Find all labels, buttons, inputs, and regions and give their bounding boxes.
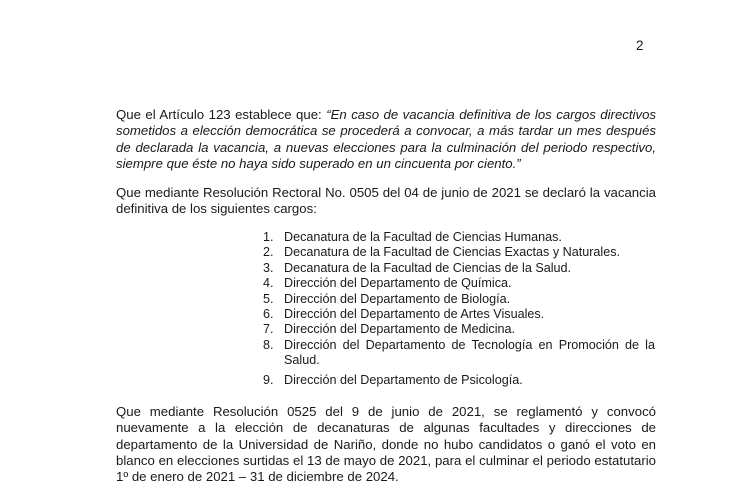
list-item xyxy=(263,261,655,276)
list-item-text: Decanatura de la Facultad de Ciencias Exactas y Naturales. xyxy=(284,245,621,260)
list-item-number: 5. xyxy=(263,291,274,306)
paragraph-articulo-123 xyxy=(116,107,656,172)
paragraph-resolucion-0525: Que mediante Resolución 0525 del 9 de junio de 2021, se reglamentó y convocó nuevamente a la elección de decanaturas de algunas facultades y direcciones de departamento de la Universidad de Nariño, donde no hubo candidatos o ganó el voto en blanco en elecciones surtidas el 13 de mayo de 2021, para el culminar el periodo estatutario 1º de enero de 2021 – 31 de diciembre de 2024. xyxy=(116,404,656,485)
page-number: 2 xyxy=(636,38,644,53)
list-item-number: 8. xyxy=(263,337,274,352)
list-item xyxy=(263,307,655,322)
list-item-text: Dirección del Departamento de Biología. xyxy=(284,291,511,306)
article-quote: “En caso de vacancia definitiva de los cargos directivos sometidos a elección democrática se procederá a convocar, a más tardar un mes después de declarada la vacancia, a nuevas elecciones para la culminación del periodo respectivo, siempre que éste no haya sido superado en un cincuenta por ciento.” xyxy=(116,107,656,171)
list-item-number: 9. xyxy=(263,372,274,387)
list-item-text: Decanatura de la Facultad de Ciencias Humanas. xyxy=(284,230,562,244)
paragraph-resolucion-0505: Que mediante Resolución Rectoral No. 0505 del 04 de junio de 2021 se declaró la vacancia definitiva de los siguientes cargos: xyxy=(116,185,656,217)
list-item-number: 4. xyxy=(263,276,274,291)
paragraph-intro: Que el Artículo 123 establece que: xyxy=(116,107,327,122)
list-item xyxy=(263,245,655,260)
list-item-number: 6. xyxy=(263,307,274,322)
list-item-number: 2. xyxy=(263,245,274,260)
list-item-text: Decanatura de la Facultad de Ciencias de la Salud. xyxy=(284,260,572,275)
list-item-number: 3. xyxy=(263,260,274,275)
list-item-text: Dirección del Departamento de Artes Visuales. xyxy=(284,307,545,322)
list-item xyxy=(263,338,655,369)
list-item xyxy=(263,322,655,337)
list-item-number: 7. xyxy=(263,322,274,337)
list-item xyxy=(263,373,655,388)
list-item xyxy=(263,276,655,291)
list-item-text: Dirección del Departamento de Psicología. xyxy=(284,372,523,387)
list-item-text: Dirección del Departamento de Medicina. xyxy=(284,322,516,337)
list-item xyxy=(263,292,655,307)
list-item xyxy=(263,230,655,245)
list-item-text: Dirección del Departamento de Tecnología en Promoción de la Salud. xyxy=(284,337,655,368)
list-item-text: Dirección del Departamento de Química. xyxy=(284,276,512,291)
list-item-number: 1. xyxy=(263,230,274,244)
cargos-list xyxy=(263,230,655,388)
